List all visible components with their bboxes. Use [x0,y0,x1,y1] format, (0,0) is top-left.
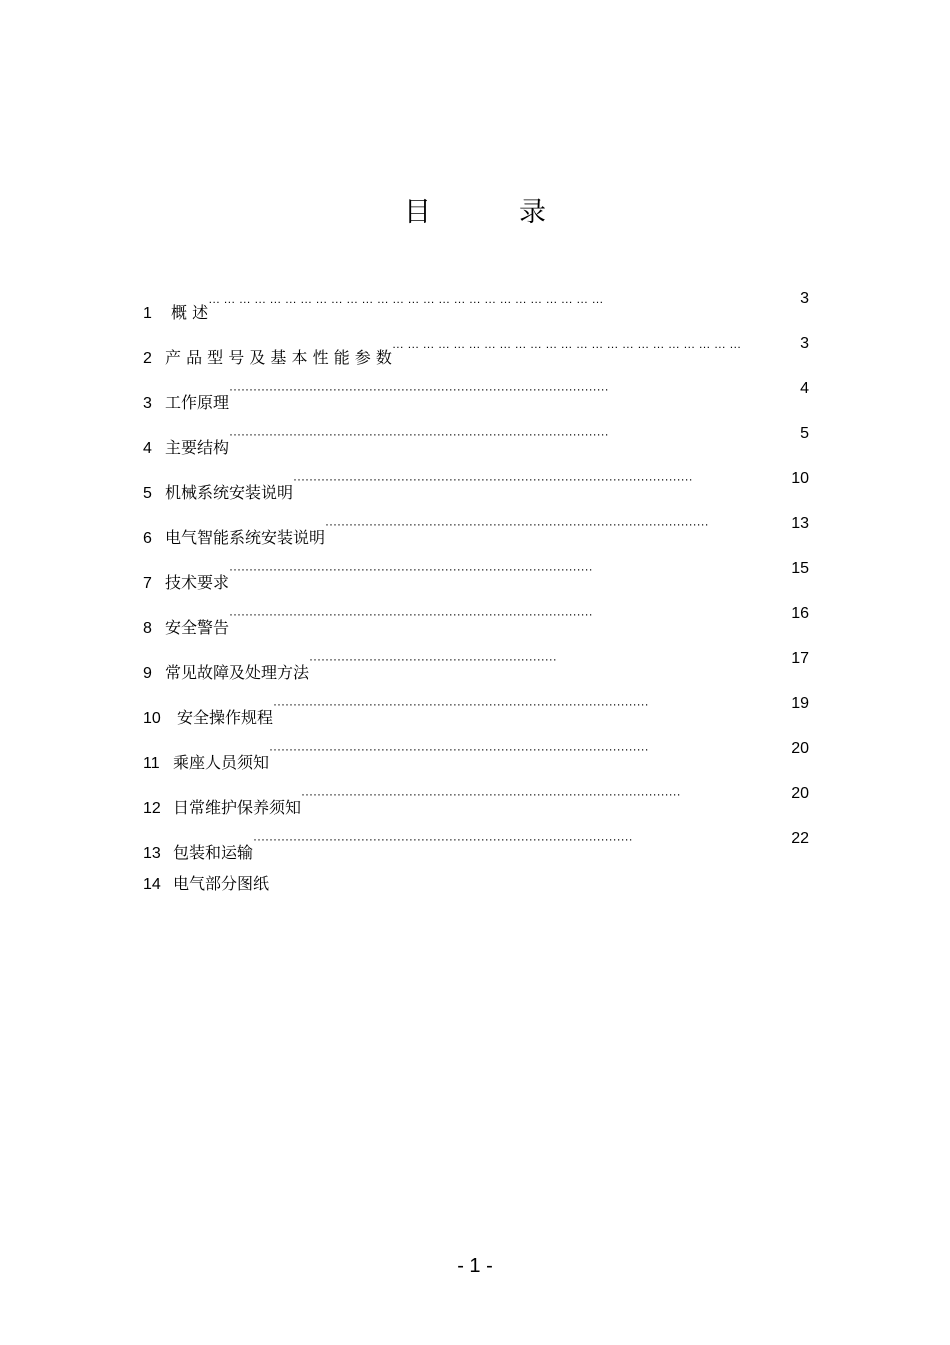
toc-entry-14[interactable] [143,865,809,910]
toc-entry-4[interactable] [143,415,809,460]
toc-entry-leader: ······························································································· [229,427,609,441]
toc-entry-title: 乘座人员须知 [173,753,270,772]
toc-entry-page: 17 [791,650,809,667]
toc-entry-number: 1 [143,305,152,322]
toc-entry-title: 产 品 型 号 及 基 本 性 能 参 数 [165,348,392,367]
toc-entry-page: 3 [800,335,809,352]
toc-entry-number: 7 [143,575,152,592]
toc-entry-page: 3 [800,290,809,307]
toc-entry-9[interactable] [143,640,809,685]
toc-entry-page: 5 [800,425,809,442]
toc-entry-title: 常见故障及处理方法 [165,663,310,682]
toc-entry-12[interactable] [143,775,809,820]
toc-entry-number: 12 [143,800,161,817]
toc-entry-number: 13 [143,845,161,862]
toc-entry-number: 8 [143,620,152,637]
toc-entry-page: 4 [800,380,809,397]
title-char-2: 录 [519,197,546,228]
toc-entry-number: 9 [143,665,152,682]
toc-entry-leader: ······························································································· [253,832,633,846]
toc-entry-leader: ······························································································· [229,382,609,396]
toc-entry-leader: ··························································································· [229,607,593,621]
toc-entry-title: 工作原理 [165,393,230,412]
toc-entry-title: 安全操作规程 [177,708,274,727]
toc-entry-number: 11 [143,755,160,772]
toc-entry-number: 6 [143,530,152,547]
toc-entry-7[interactable] [143,550,809,595]
page-title [0,190,950,229]
toc-entry-title: 主要结构 [165,438,230,457]
toc-entry-number: 10 [143,710,161,727]
toc-entry-title: 安全警告 [165,618,230,637]
toc-entry-number: 2 [143,350,152,367]
toc-entry-page: 20 [791,785,809,802]
toc-entry-leader: ···································································································· [293,472,693,486]
toc-entry-number: 5 [143,485,152,502]
toc-entry-title: 电气部分图纸 [173,874,270,893]
table-of-contents [143,280,809,910]
toc-entry-8[interactable] [143,595,809,640]
toc-entry-leader: ······························································································· [301,787,681,801]
toc-entry-leader: ······························································ [309,652,557,666]
toc-entry-leader: ······························································································· [269,742,649,756]
toc-entry-title: 概 述 [171,303,209,322]
toc-entry-10[interactable] [143,685,809,730]
toc-entry-number: 4 [143,440,152,457]
toc-entry-number: 3 [143,395,152,412]
toc-entry-leader: … … … … … … … … … … … … … … … … … … … … … … … [391,337,742,351]
toc-entry-page: 13 [791,515,809,532]
toc-entry-6[interactable] [143,505,809,550]
toc-entry-page: 15 [791,560,809,577]
toc-entry-2[interactable] [143,325,809,370]
toc-entry-1[interactable] [143,280,809,325]
page-number: - 1 - [457,1255,493,1277]
toc-entry-title: 技术要求 [165,573,230,592]
toc-entry-leader: … … … … … … … … … … … … … … … … … … … … … … … … … … [208,292,604,306]
toc-entry-leader: ································································································ [325,517,709,531]
toc-entry-leader: ··························································································· [229,562,593,576]
toc-entry-page: 19 [791,695,809,712]
toc-entry-11[interactable] [143,730,809,775]
toc-entry-title: 机械系统安装说明 [165,483,294,502]
toc-entry-13[interactable] [143,820,809,865]
toc-entry-title: 电气智能系统安装说明 [165,528,326,547]
toc-entry-title: 日常维护保养须知 [173,798,302,817]
toc-entry-title: 包装和运输 [173,843,254,862]
toc-entry-page: 10 [791,470,809,487]
toc-entry-leader: ······························································································ [273,697,649,711]
toc-entry-number: 14 [143,876,161,893]
toc-entry-page: 22 [791,830,809,847]
toc-entry-page: 20 [791,740,809,757]
title-char-1: 目 [404,197,431,228]
toc-entry-3[interactable] [143,370,809,415]
toc-entry-page: 16 [791,605,809,622]
toc-entry-5[interactable] [143,460,809,505]
